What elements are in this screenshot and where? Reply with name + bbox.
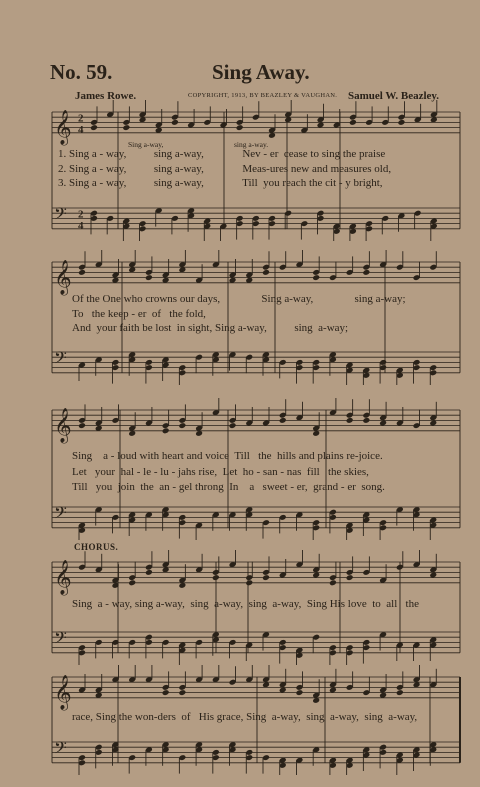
note — [78, 269, 86, 276]
note — [262, 574, 270, 581]
note — [145, 274, 153, 281]
lyric-line: Sing a - loud with heart and voice Till the hills and plains re-joice. — [72, 450, 383, 462]
note — [329, 579, 337, 586]
cue-text-1: Sing a-way, — [128, 140, 164, 149]
note — [178, 689, 186, 696]
treble-clef-icon: 𝄞 — [54, 559, 72, 595]
lyric-line: And your faith be lost in sight, Sing a-way, sing a-way; — [72, 322, 349, 334]
note — [362, 417, 370, 424]
note — [349, 119, 357, 126]
note — [346, 417, 354, 424]
composer-credit: Samuel W. Beazley. — [348, 90, 440, 102]
note — [279, 417, 287, 424]
note — [312, 274, 320, 281]
note — [162, 427, 170, 434]
bass-staff — [52, 502, 460, 539]
note — [398, 119, 406, 126]
lyric-line: Till you join the an - gel throng In a sweet - er, grand - er song. — [72, 481, 385, 493]
note — [229, 422, 237, 429]
svg-text:2: 2 — [78, 112, 84, 125]
treble-clef-icon: 𝄞 — [54, 407, 72, 443]
bass-clef-icon: 𝄢 — [54, 347, 67, 372]
copyright-notice: COPYRIGHT, 1913, BY BEAZLEY & VAUGHAN. — [188, 92, 338, 99]
treble-staff — [52, 550, 460, 596]
treble-clef-icon: 𝄞 — [54, 259, 72, 295]
lyric-line: Sing a - way, sing a-way, sing a-way, sing a-way, Sing His love to all the — [72, 598, 419, 610]
treble-staff — [52, 665, 460, 711]
hymn-title: Sing Away. — [212, 60, 310, 84]
svg-text:4: 4 — [78, 219, 84, 232]
lyric-line: 3. Sing a - way, sing a-way, Till you reach the cit - y bright, — [58, 177, 383, 189]
note — [346, 574, 354, 581]
note — [122, 124, 130, 131]
note — [178, 422, 186, 429]
note — [396, 689, 404, 696]
note — [236, 124, 244, 131]
bass-clef-icon: 𝄢 — [54, 627, 67, 652]
treble-staff — [52, 100, 460, 146]
note — [245, 579, 253, 586]
svg-text:2: 2 — [78, 208, 84, 221]
treble-clef-icon: 𝄞 — [54, 109, 72, 145]
bass-clef-icon: 𝄢 — [54, 203, 67, 228]
note — [296, 689, 304, 696]
lyric-line: 1. Sing a - way, sing a-way, Nev - er cease to sing the praise — [58, 148, 386, 160]
note — [145, 569, 153, 576]
lyric-line: race, Sing the won-ders of His grace, Sing a-way, sing a-way, sing a-way, — [72, 711, 418, 723]
bass-clef-icon: 𝄢 — [54, 502, 67, 527]
lyric-line: Let your hal - le - lu - jahs rise, Let ho - san - nas fill the skies, — [72, 465, 369, 478]
hymn-number: No. 59. — [50, 60, 113, 84]
treble-clef-icon: 𝄞 — [54, 674, 72, 710]
svg-text:4: 4 — [78, 123, 84, 136]
note — [262, 269, 270, 276]
cue-text-2: sing a-way. — [234, 140, 269, 149]
chorus-label: CHORUS. — [74, 542, 119, 552]
bass-staff — [52, 627, 460, 664]
note — [128, 579, 136, 586]
lyricist-credit: James Rowe. — [75, 90, 137, 102]
lyric-line: To the keep - er of the fold, — [72, 307, 206, 320]
bass-staff — [52, 737, 460, 774]
bass-staff — [52, 347, 460, 384]
lyric-line: 2. Sing a - way, sing a-way, Meas-ures new and measures old, — [58, 162, 392, 175]
note — [90, 124, 98, 131]
note — [171, 119, 179, 126]
lyric-line: Of the One who crowns our days, Sing a-way, sing a-way; — [72, 293, 406, 305]
treble-staff — [52, 250, 460, 296]
note — [362, 269, 370, 276]
treble-staff — [52, 398, 460, 444]
note — [162, 689, 170, 696]
bass-clef-icon: 𝄢 — [54, 737, 67, 762]
bass-staff — [52, 203, 460, 240]
note — [78, 422, 86, 429]
